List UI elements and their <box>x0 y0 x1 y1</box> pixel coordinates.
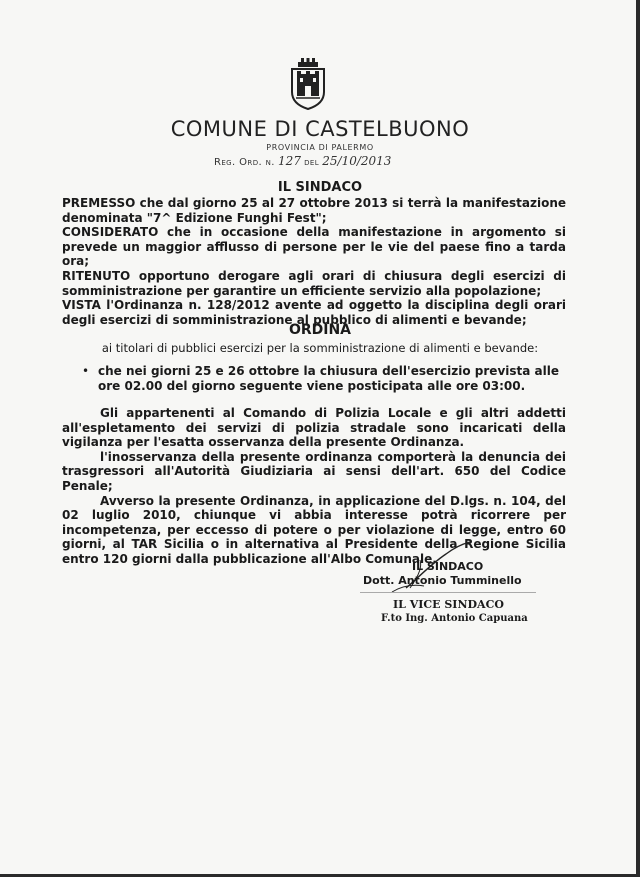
reg-label: Reg. Ord. n. <box>214 157 275 168</box>
premise-text: che dal giorno 25 al 27 ottobre 2013 si terrà la manifestazione denominata "7^ Edizione Funghi Fest"; <box>62 196 566 225</box>
vice-sindaco-name: F.to Ing. Antonio Capuana <box>381 613 528 624</box>
municipality-title: COMUNE DI CASTELBUONO <box>170 117 470 141</box>
premise-paragraph <box>62 196 566 225</box>
ordina-subtitle: ai titolari di pubblici esercizi per la somministrazione di alimenti e bevande: <box>101 341 539 355</box>
paragraph-vigilanza: Gli appartenenti al Comando di Polizia Locale e gli altri addetti all'espletamento dei servizi di polizia stradale sono incaricati della vigilanza per l'esatta osservanza della presente Ordinanza. <box>62 406 566 450</box>
premise-paragraph <box>62 225 566 269</box>
premises-block <box>62 196 566 327</box>
premise-text: opportuno derogare agli orari di chiusura degli esercizi di somministrazione per garantire un efficiente servizio alla popolazione; <box>62 268 566 298</box>
sindaco-signature-label: IL SINDACO <box>412 560 484 573</box>
scan-edge-right <box>636 0 640 877</box>
sindaco-heading: IL SINDACO <box>277 180 363 195</box>
reg-del-label: del <box>304 157 320 168</box>
castle-crest-icon <box>288 58 328 110</box>
sindaco-signature-name: Dott. Antonio Tumminello <box>363 574 522 587</box>
vice-sindaco-label: IL VICE SINDACO <box>393 598 504 611</box>
paragraph-inosservanza: l'inosservanza della presente ordinanza comporterà la denuncia dei trasgressori all'Autorità Giudiziaria ai sensi dell'art. 650 del Codice Penale; <box>62 449 566 493</box>
closing-paragraphs <box>62 406 566 567</box>
premise-label: VISTA <box>62 298 101 313</box>
ordina-heading: ORDINA <box>288 322 352 338</box>
province-subtitle: PROVINCIA DI PALERMO <box>266 143 374 152</box>
reg-number: 127 <box>278 154 301 168</box>
signature-divider <box>360 592 536 593</box>
premise-label: PREMESSO <box>62 196 136 210</box>
paragraph-ricorso: Avverso la presente Ordinanza, in applicazione del D.lgs. n. 104, del 02 luglio 2010, chiunque vi abbia interesse potrà ricorrere per incompetenza, per eccesso di potere o per violazione di legge, entro 60 giorni, al TAR Sicilia o in alternativa al Presidente della Regione Sicilia entro 120 giorni dalla pubblicazione all'Albo Comunale. <box>62 493 566 566</box>
premise-label: CONSIDERATO <box>62 225 159 240</box>
premise-text: l'Ordinanza n. 128/2012 avente ad oggetto la disciplina degli orari degli esercizi di somministrazione al pubblico di alimenti e bevande; <box>62 298 566 327</box>
bullet-icon: • <box>82 364 90 378</box>
premise-paragraph <box>62 269 566 298</box>
premise-text: che in occasione della manifestazione in argomento si prevede un maggior afflusso di persone per le vie del paese fino a tarda ora; <box>62 225 566 269</box>
reg-date: 25/10/2013 <box>322 154 392 168</box>
ordina-bullet-text: che nei giorni 25 e 26 ottobre la chiusura dell'esercizio prevista alle ore 02.00 del giorno seguente viene posticipata alle ore 03:00. <box>98 364 559 393</box>
registration-line <box>214 154 391 168</box>
premise-label: RITENUTO <box>62 268 131 283</box>
